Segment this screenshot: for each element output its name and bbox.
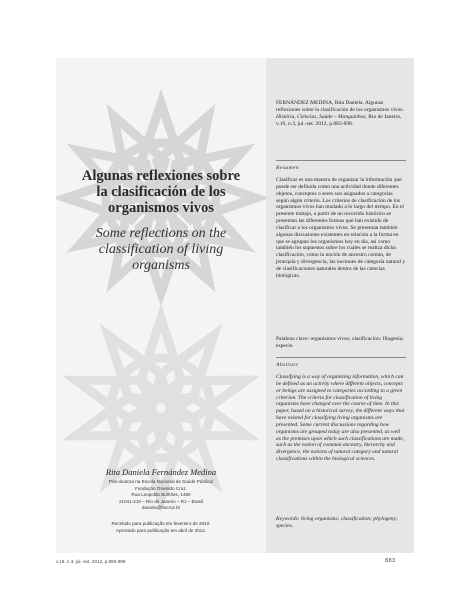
citation-details: , Rio de Janeiro, v.19, n.3, jul.-set. 2012, p.883-898. xyxy=(276,113,402,127)
affiliation-line: Pós-doutora na Escola Nacional de Saúde Pública/ xyxy=(108,479,214,484)
keywords: Keywords: living organisms; classification; phylogeny; species. xyxy=(276,516,398,529)
abstract-panel xyxy=(266,58,414,553)
divider xyxy=(276,160,406,161)
received-date: Recebido para publicação em fevereiro de 2010. xyxy=(111,521,211,526)
citation-journal: História, Ciências, Saúde – Manguinhos xyxy=(276,113,366,120)
citation-authors: FERNÁNDEZ MEDINA, Rita Daniela. xyxy=(276,100,364,106)
subtitle-line: organisms xyxy=(132,258,190,273)
title-line: Algunas reflexiones sobre xyxy=(81,168,241,184)
citation-block xyxy=(276,100,406,127)
issue-info: v.19, n.3, jul.-set. 2012, p.883-898 xyxy=(56,559,126,564)
author-name: Rita Daniela Fernández Medina xyxy=(105,467,217,477)
resumen-heading: Resumen xyxy=(276,165,299,171)
resumen-text: Clasificar es una manera de organizar la información que puede ser definida como una actividad donde diferentes objetos, conceptos o seres son asignados a categorías según algún criterio. Los criterios de clasificación de los organismos vivos han mudado a lo largo del tiempo. En el presente trabajo, a partir de un recorrido histórico se presentan las diferentes formas que han existido de clasificar a los organismos vivos. Se presentan también algunas discusiones existentes en relación a la forma en que se agrupan los organismos hoy en día, así como también los supuestos sobre los cuales se realiza dicha clasificación, como la noción de ancestro común, de jerarquía y divergencia, las nociones de categoría natural y de clasificaciones naturales dentro de las ciencias biológicas. xyxy=(276,177,406,279)
approved-date: Aprovado para publicação em abril de 2012. xyxy=(115,527,207,533)
affiliation-line: Rua Leopoldo Bulhões, 1480 xyxy=(131,492,191,498)
subtitle-line: Some reflections on the xyxy=(95,226,227,241)
article-subtitle xyxy=(56,226,266,274)
article-title xyxy=(56,168,266,216)
abstract-text: Classifying is a way of organizing information, which can be defined as an activity where different objects, concepts or beings are assigned to categories according to a given criterion. The criteria for classification of living organisms have changed over the course of time. In this paper, based on a historical survey, the different ways that have existed for classifying living organisms are presented. Some current discussions regarding how organisms are grouped today are also presented, as well as the premises upon which such classifications are made, such as the notion of common ancestry, hierarchy and divergence, the notions of natural category and natural classifications within the biological sciences. xyxy=(276,374,405,463)
submission-dates xyxy=(56,521,266,534)
title-line: organismos vivos xyxy=(108,200,214,216)
affiliation-line: 21041-210 – Rio de Janeiro – RJ – Brasil xyxy=(118,498,203,504)
author-email: daniela@fiocruz.br xyxy=(141,505,181,511)
page-number: 883 xyxy=(385,558,396,564)
author-affiliation xyxy=(56,479,266,512)
title-line: la clasificación de los xyxy=(96,184,226,200)
palabras-clave: Palabras clave: organismos vivos; clasificación; filogenia; especie. xyxy=(276,336,404,349)
citation-title: Algunas reflexiones sobre la clasificación de los organismos vivos. xyxy=(276,100,404,113)
divider xyxy=(276,357,406,358)
affiliation-line: Fundação Oswaldo Cruz. xyxy=(135,485,187,491)
abstract-heading: Abstract xyxy=(276,362,299,368)
subtitle-line: classification of living xyxy=(98,242,224,257)
